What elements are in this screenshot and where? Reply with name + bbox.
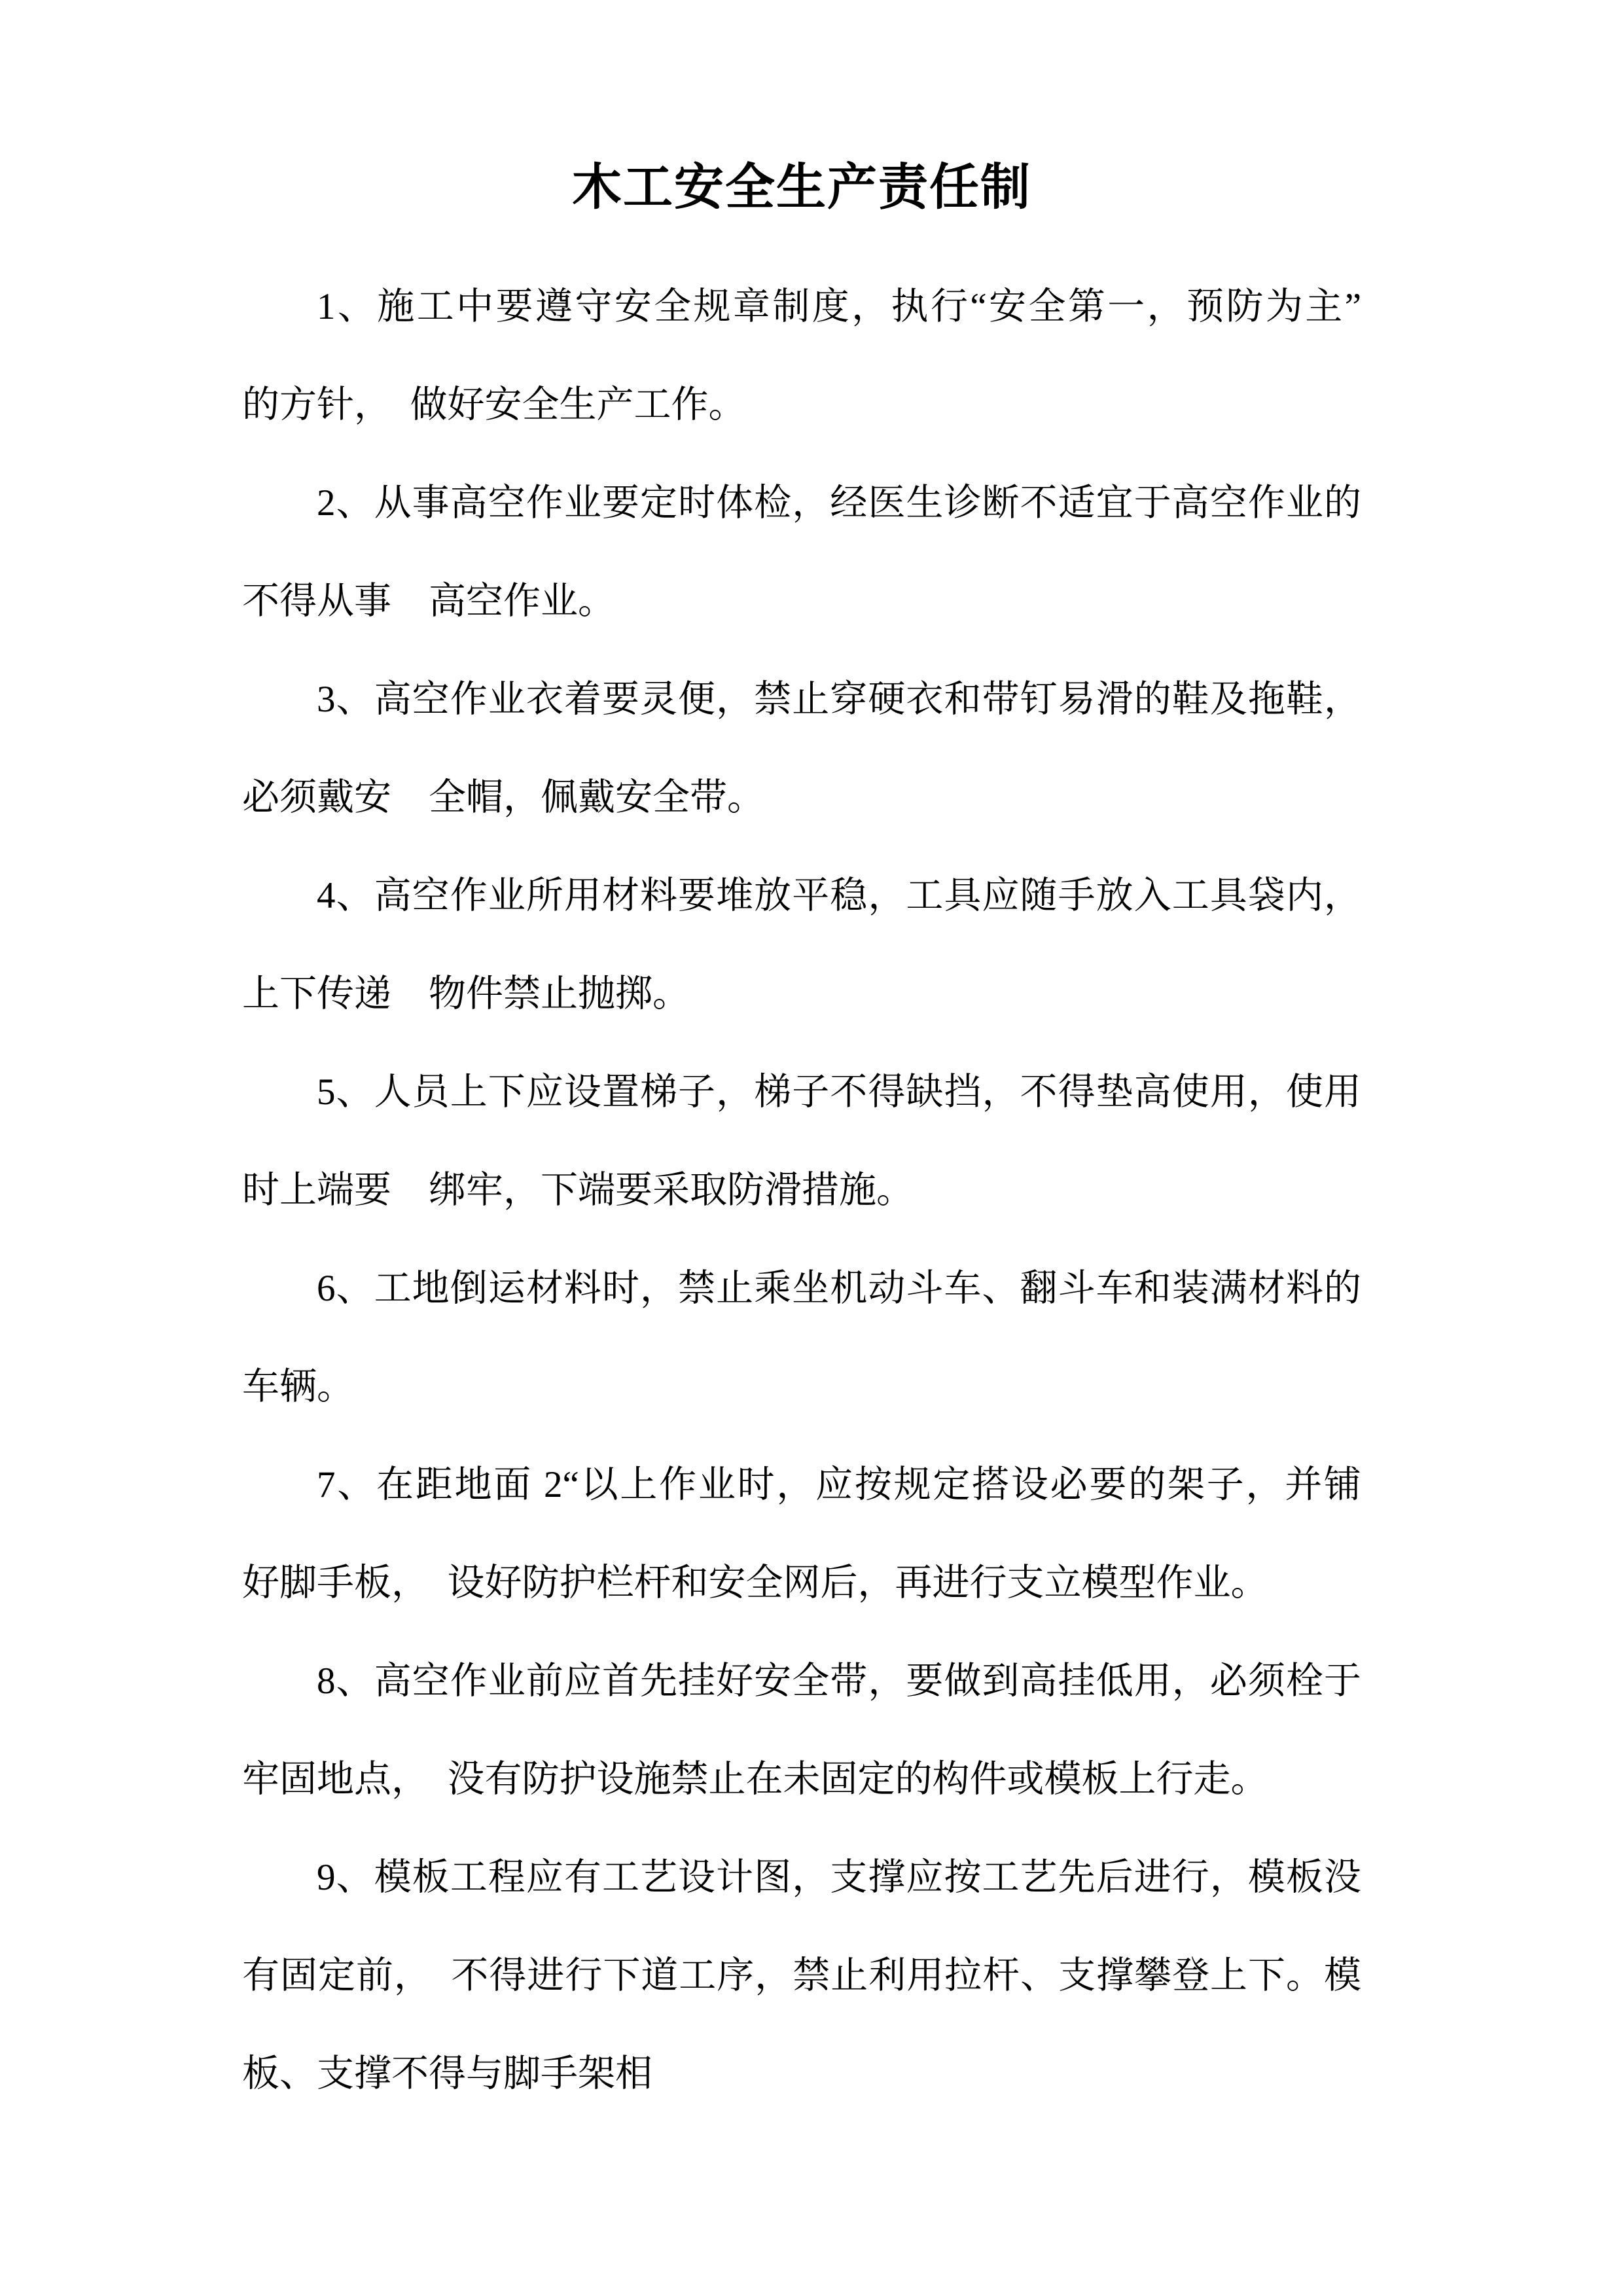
paragraph-7-line-1: 7、在距地面 2“以上作业时，应按规定搭设必要的架子，并铺 xyxy=(317,1464,1361,1505)
paragraph-8-line-2: 牢固地点， 没有防护设施禁止在未固定的构件或模板上行走。 xyxy=(242,1759,1268,1800)
paragraph-2-line-2: 不得从事 高空作业。 xyxy=(242,581,615,622)
paragraph-3-line-2: 必须戴安 全帽，佩戴安全带。 xyxy=(242,777,764,818)
paragraph-8-line-1: 8、高空作业前应首先挂好安全带，要做到高挂低用，必须栓于 xyxy=(317,1660,1361,1702)
paragraph-3-line-1: 3、高空作业衣着要灵便，禁止穿硬衣和带钉易滑的鞋及拖鞋， xyxy=(317,679,1361,720)
paragraph-6-line-1: 6、工地倒运材料时，禁止乘坐机动斗车、翻斗车和装满材料的 xyxy=(317,1268,1361,1309)
paragraph-4-line-2: 上下传递 物件禁止抛掷。 xyxy=(242,973,690,1014)
paragraph-9-line-1: 9、模板工程应有工艺设计图，支撑应按工艺先后进行，模板没 xyxy=(317,1857,1361,1898)
document-title: 木工安全生产责任制 xyxy=(572,160,1031,215)
paragraph-9-line-2: 有固定前， 不得进行下道工序，禁止利用拉杆、支撑攀登上下。模 xyxy=(242,1955,1361,1996)
paragraph-1-line-2: 的方针， 做好安全生产工作。 xyxy=(242,384,746,425)
paragraph-6-line-2: 车辆。 xyxy=(242,1366,354,1407)
paragraph-5-line-2: 时上端要 绑牢，下端要采取防滑措施。 xyxy=(242,1170,914,1211)
document-body xyxy=(242,258,1361,2123)
paragraph-1-line-1: 1、施工中要遵守安全规章制度，执行“安全第一，预防为主” xyxy=(317,286,1361,327)
paragraph-7-line-2: 好脚手板， 设好防护栏杆和安全网后，再进行支立模型作业。 xyxy=(242,1562,1268,1604)
paragraph-4-line-1: 4、高空作业所用材料要堆放平稳，工具应随手放入工具袋内， xyxy=(317,875,1361,916)
paragraph-5-line-1: 5、人员上下应设置梯子，梯子不得缺挡，不得垫高使用，使用 xyxy=(317,1071,1361,1113)
paragraph-9-line-3: 板、支撑不得与脚手架相 xyxy=(242,2053,652,2094)
paragraph-2-line-1: 2、从事高空作业要定时体检，经医生诊断不适宜于高空作业的 xyxy=(317,482,1361,524)
